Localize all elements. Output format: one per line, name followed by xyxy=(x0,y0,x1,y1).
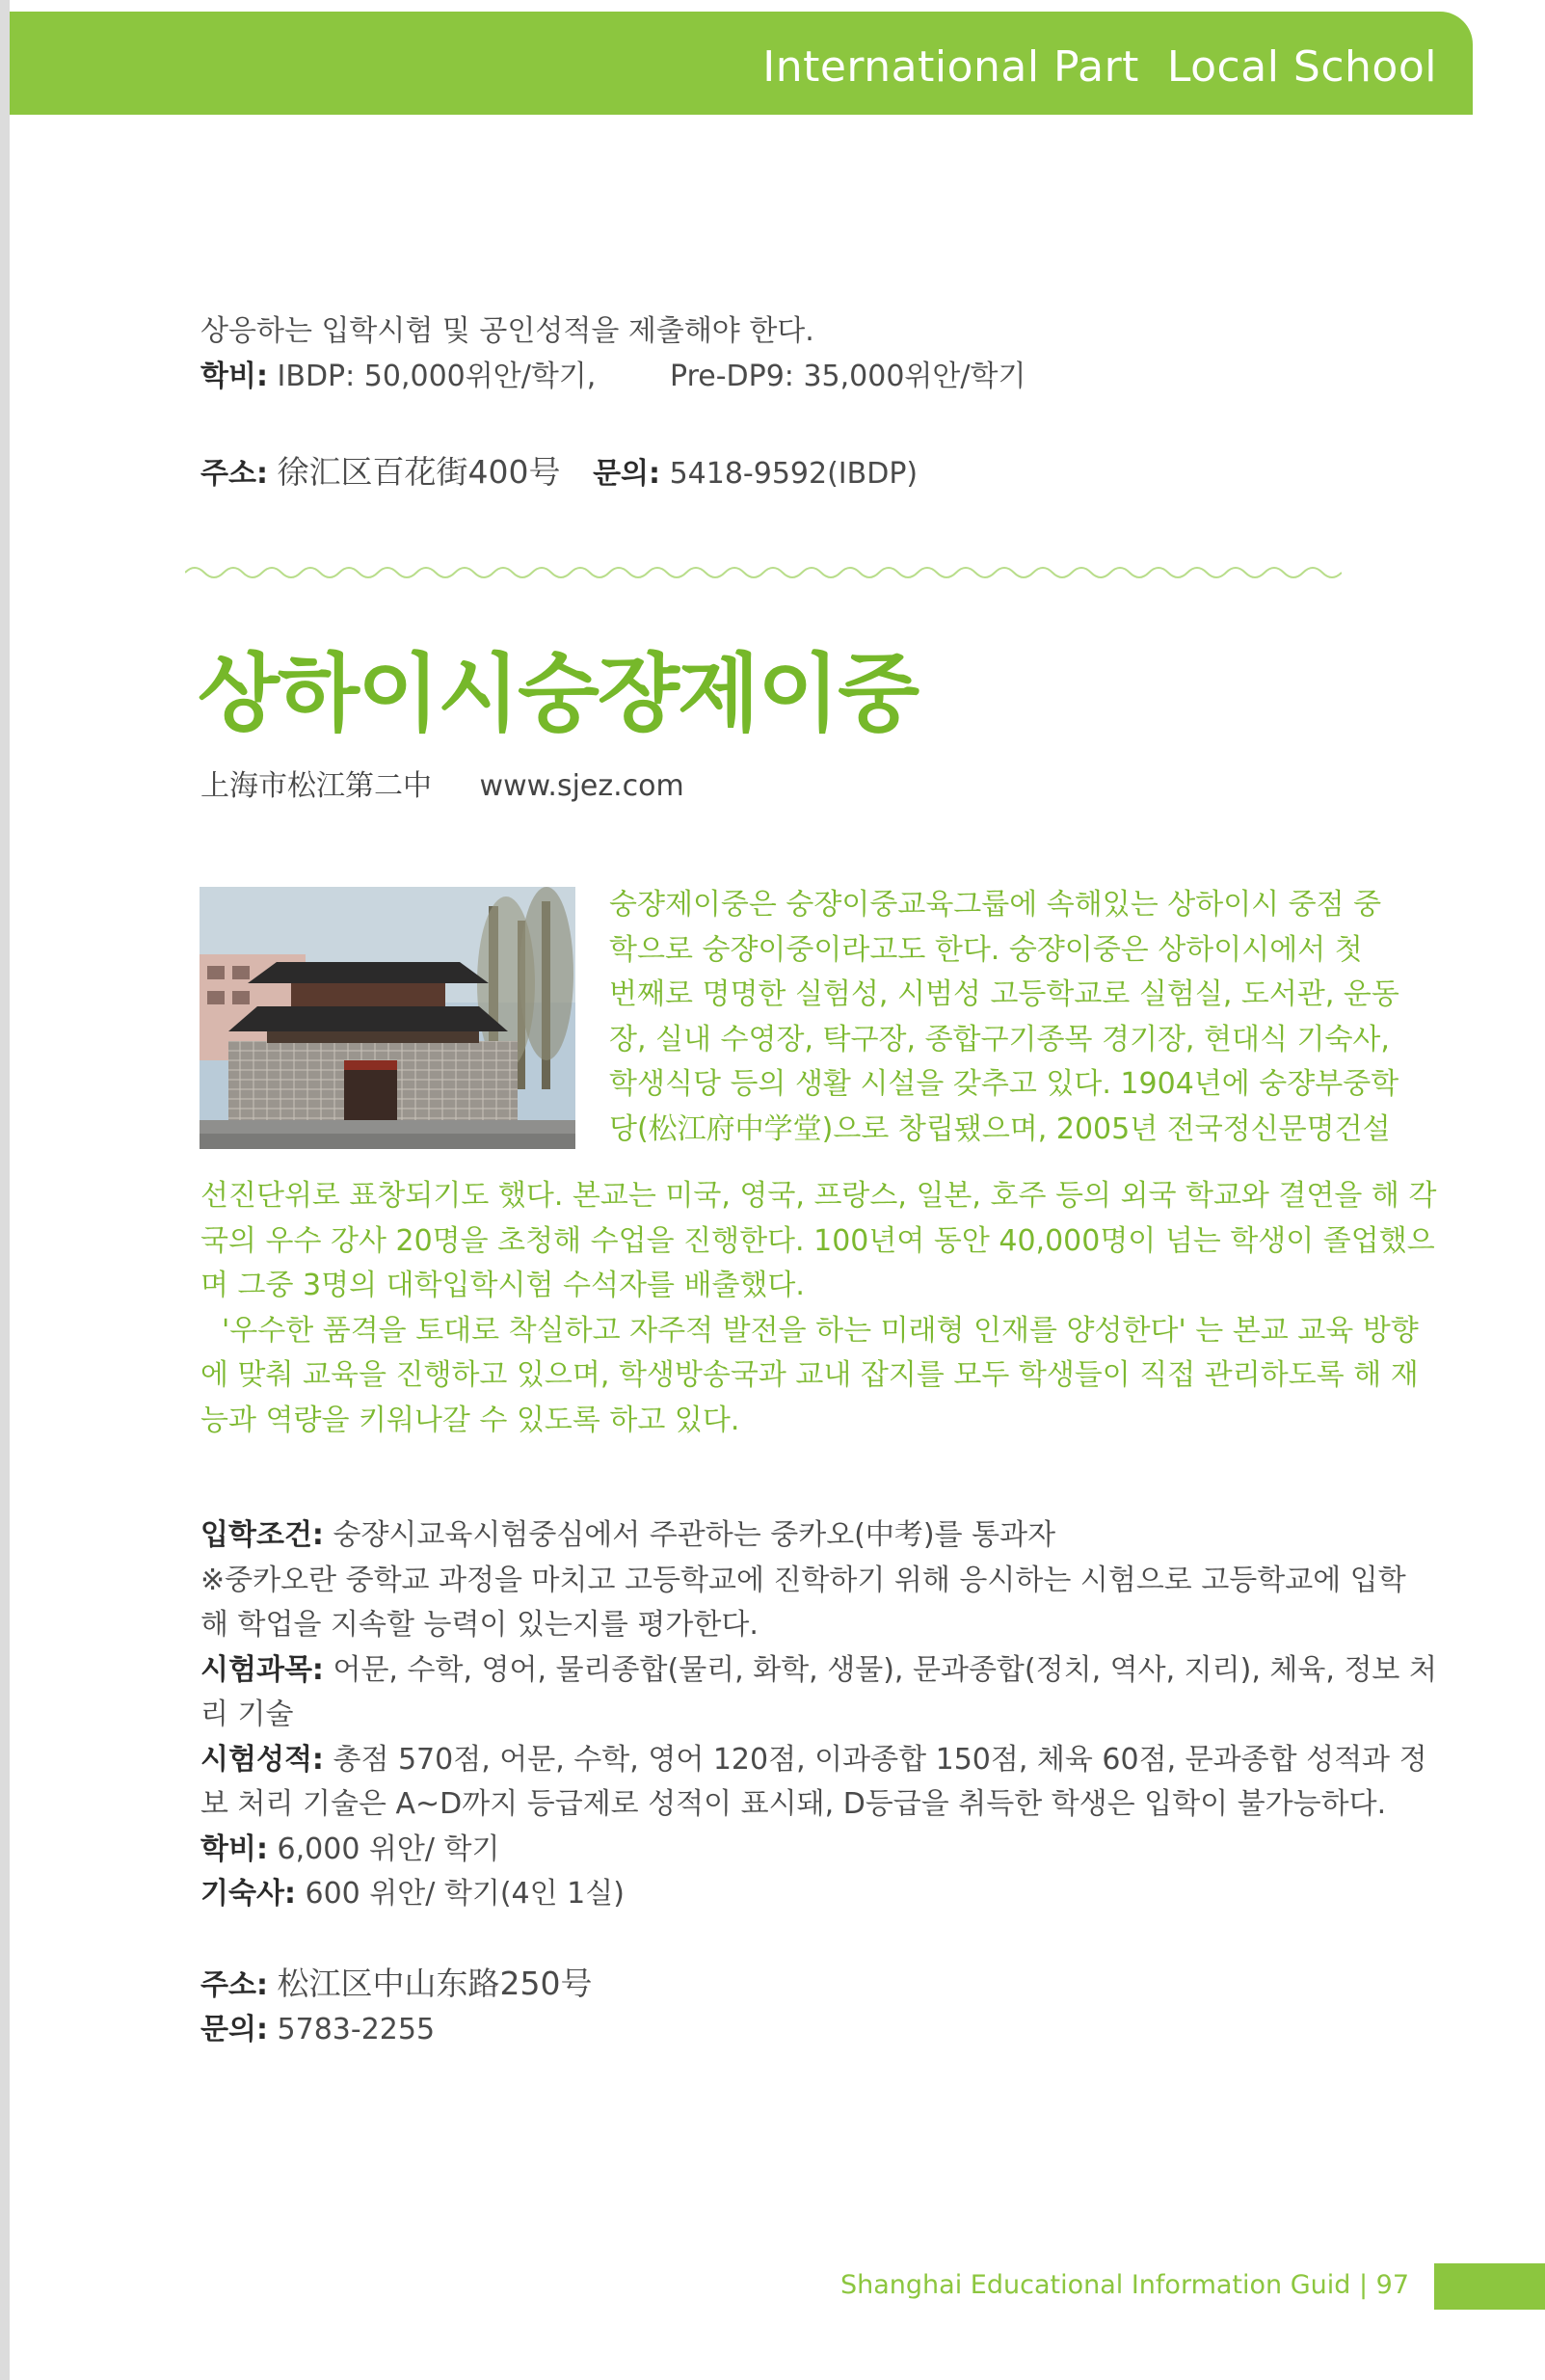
header-title: International Part Local School xyxy=(762,42,1437,92)
admission-label: 입학조건: xyxy=(200,1518,324,1552)
prev-tuition-predp: Pre-DP9: 35,000위안/학기 xyxy=(670,360,1026,393)
school-subtitle xyxy=(200,762,684,804)
prev-requirement-text: 상응하는 입학시험 및 공인성적을 제출해야 한다. xyxy=(200,314,814,348)
intro-line: 며 그중 3명의 대학입학시험 수석자를 배출했다. xyxy=(200,1269,805,1302)
scores-line: 보 처리 기술은 A~D까지 등급제로 성적이 표시돼, D등급을 취득한 학생은 입학이 불가능하다. xyxy=(200,1787,1387,1821)
wavy-divider xyxy=(185,559,1342,586)
intro-line: 당(松江府中学堂)으로 창립됐으며, 2005년 전국정신문명건설 xyxy=(609,1111,1391,1146)
address-label: 주소: xyxy=(200,1967,268,2002)
tuition-text: 6,000 위안/ 학기 xyxy=(277,1832,500,1866)
footer-text: Shanghai Educational Information Guid | 97 xyxy=(840,2270,1410,2300)
intro-line: 에 맞춰 교육을 진행하고 있으며, 학생방송국과 교내 잡지를 모두 학생들이 직접 관리하도록 해 재 xyxy=(200,1358,1419,1392)
scores-text: 총점 570점, 어문, 수학, 영어 120점, 이과종합 150점, 체육 60점, 문과종합 성적과 정 xyxy=(333,1742,1427,1777)
prev-tuition-row xyxy=(200,354,1026,399)
note-line: 해 학업을 지속할 능력이 있는지를 평가한다. xyxy=(200,1608,759,1642)
prev-address-label: 주소: xyxy=(200,457,268,491)
note-line: ※중카오란 중학교 과정을 마치고 고등학교에 진학하기 위해 응시하는 시험으로 고등학교에 입학 xyxy=(200,1563,1406,1597)
page-edge-shadow xyxy=(0,0,10,2380)
subjects-line: 리 기술 xyxy=(200,1698,294,1731)
address-row xyxy=(200,1962,1353,2009)
subjects-label: 시험과목: xyxy=(200,1652,324,1687)
prev-contact-label: 문의: xyxy=(593,457,661,491)
school-website-link[interactable]: www.sjez.com xyxy=(479,769,684,803)
intro-line: 번째로 명명한 실험성, 시범성 고등학교로 실험실, 도서관, 운동 xyxy=(609,977,1399,1011)
scores-row xyxy=(200,1738,1427,1783)
prev-tuition-ibdp: IBDP: 50,000위안/학기, xyxy=(277,360,597,393)
address-text: 松江区中山东路250号 xyxy=(277,1964,593,2002)
prev-address-row xyxy=(200,449,918,496)
school-gate-photo xyxy=(200,887,575,1149)
intro-line: 국의 우수 강사 20명을 초청해 수업을 진행한다. 100년여 동안 40,000명이 넘는 학생이 졸업했으 xyxy=(200,1223,1435,1258)
intro-line: 숭쟝제이중은 숭쟝이중교육그룹에 속해있는 상하이시 중점 중 xyxy=(609,888,1382,922)
subjects-row xyxy=(200,1648,1437,1694)
intro-line: 장, 실내 수영장, 탁구장, 종합구기종목 경기장, 현대식 기숙사, xyxy=(609,1022,1390,1056)
dorm-label: 기숙사: xyxy=(200,1877,296,1911)
intro-text-full-width xyxy=(200,1174,1437,1443)
school-chinese-name: 上海市松江第二中 xyxy=(200,769,432,803)
admission-row xyxy=(200,1513,1353,1559)
prev-tuition-label: 학비: xyxy=(200,360,268,393)
intro-line: 학생식당 등의 생활 시설을 갖추고 있다. 1904년에 숭쟝부중학 xyxy=(609,1067,1399,1101)
intro-line: 학으로 숭쟝이중이라고도 한다. 숭쟝이중은 상하이시에서 첫 xyxy=(609,932,1363,967)
intro-line: 능과 역량을 키워나갈 수 있도록 하고 있다. xyxy=(200,1403,740,1437)
contact-label: 문의: xyxy=(200,2013,268,2046)
subjects-text: 어문, 수학, 영어, 물리종합(물리, 화학, 생물), 문과종합(정치, 역사, 지리), 체육, 정보 처 xyxy=(333,1652,1437,1687)
prev-school-line xyxy=(200,308,814,354)
tuition-row xyxy=(200,1828,1353,1873)
prev-contact: 5418-9592(IBDP) xyxy=(669,457,919,491)
dorm-row xyxy=(200,1872,1353,1917)
admission-text: 숭쟝시교육시험중심에서 주관하는 중카오(中考)를 통과자 xyxy=(333,1518,1056,1552)
footer-bar xyxy=(1434,2263,1545,2310)
contact-row xyxy=(200,2008,1353,2053)
contact-text: 5783-2255 xyxy=(277,2013,436,2046)
prev-address: 徐汇区百花街400号 xyxy=(277,453,561,491)
scores-label: 시험성적: xyxy=(200,1742,324,1777)
tuition-label: 학비: xyxy=(200,1832,268,1866)
intro-line: 선진단위로 표창되기도 했다. 본교는 미국, 영국, 프랑스, 일본, 호주 등의 외국 학교와 결연을 해 각 xyxy=(200,1179,1437,1213)
admission-info xyxy=(200,1513,1437,2053)
intro-text-beside-photo xyxy=(609,883,1399,1152)
school-title: 상하이시숭쟝제이중 xyxy=(198,644,919,743)
intro-line: '우수한 품격을 토대로 착실하고 자주적 발전을 하는 미래형 인재를 양성한다' 는 본교 교육 방향 xyxy=(222,1313,1419,1348)
dorm-text: 600 위안/ 학기(4인 1실) xyxy=(305,1877,625,1911)
